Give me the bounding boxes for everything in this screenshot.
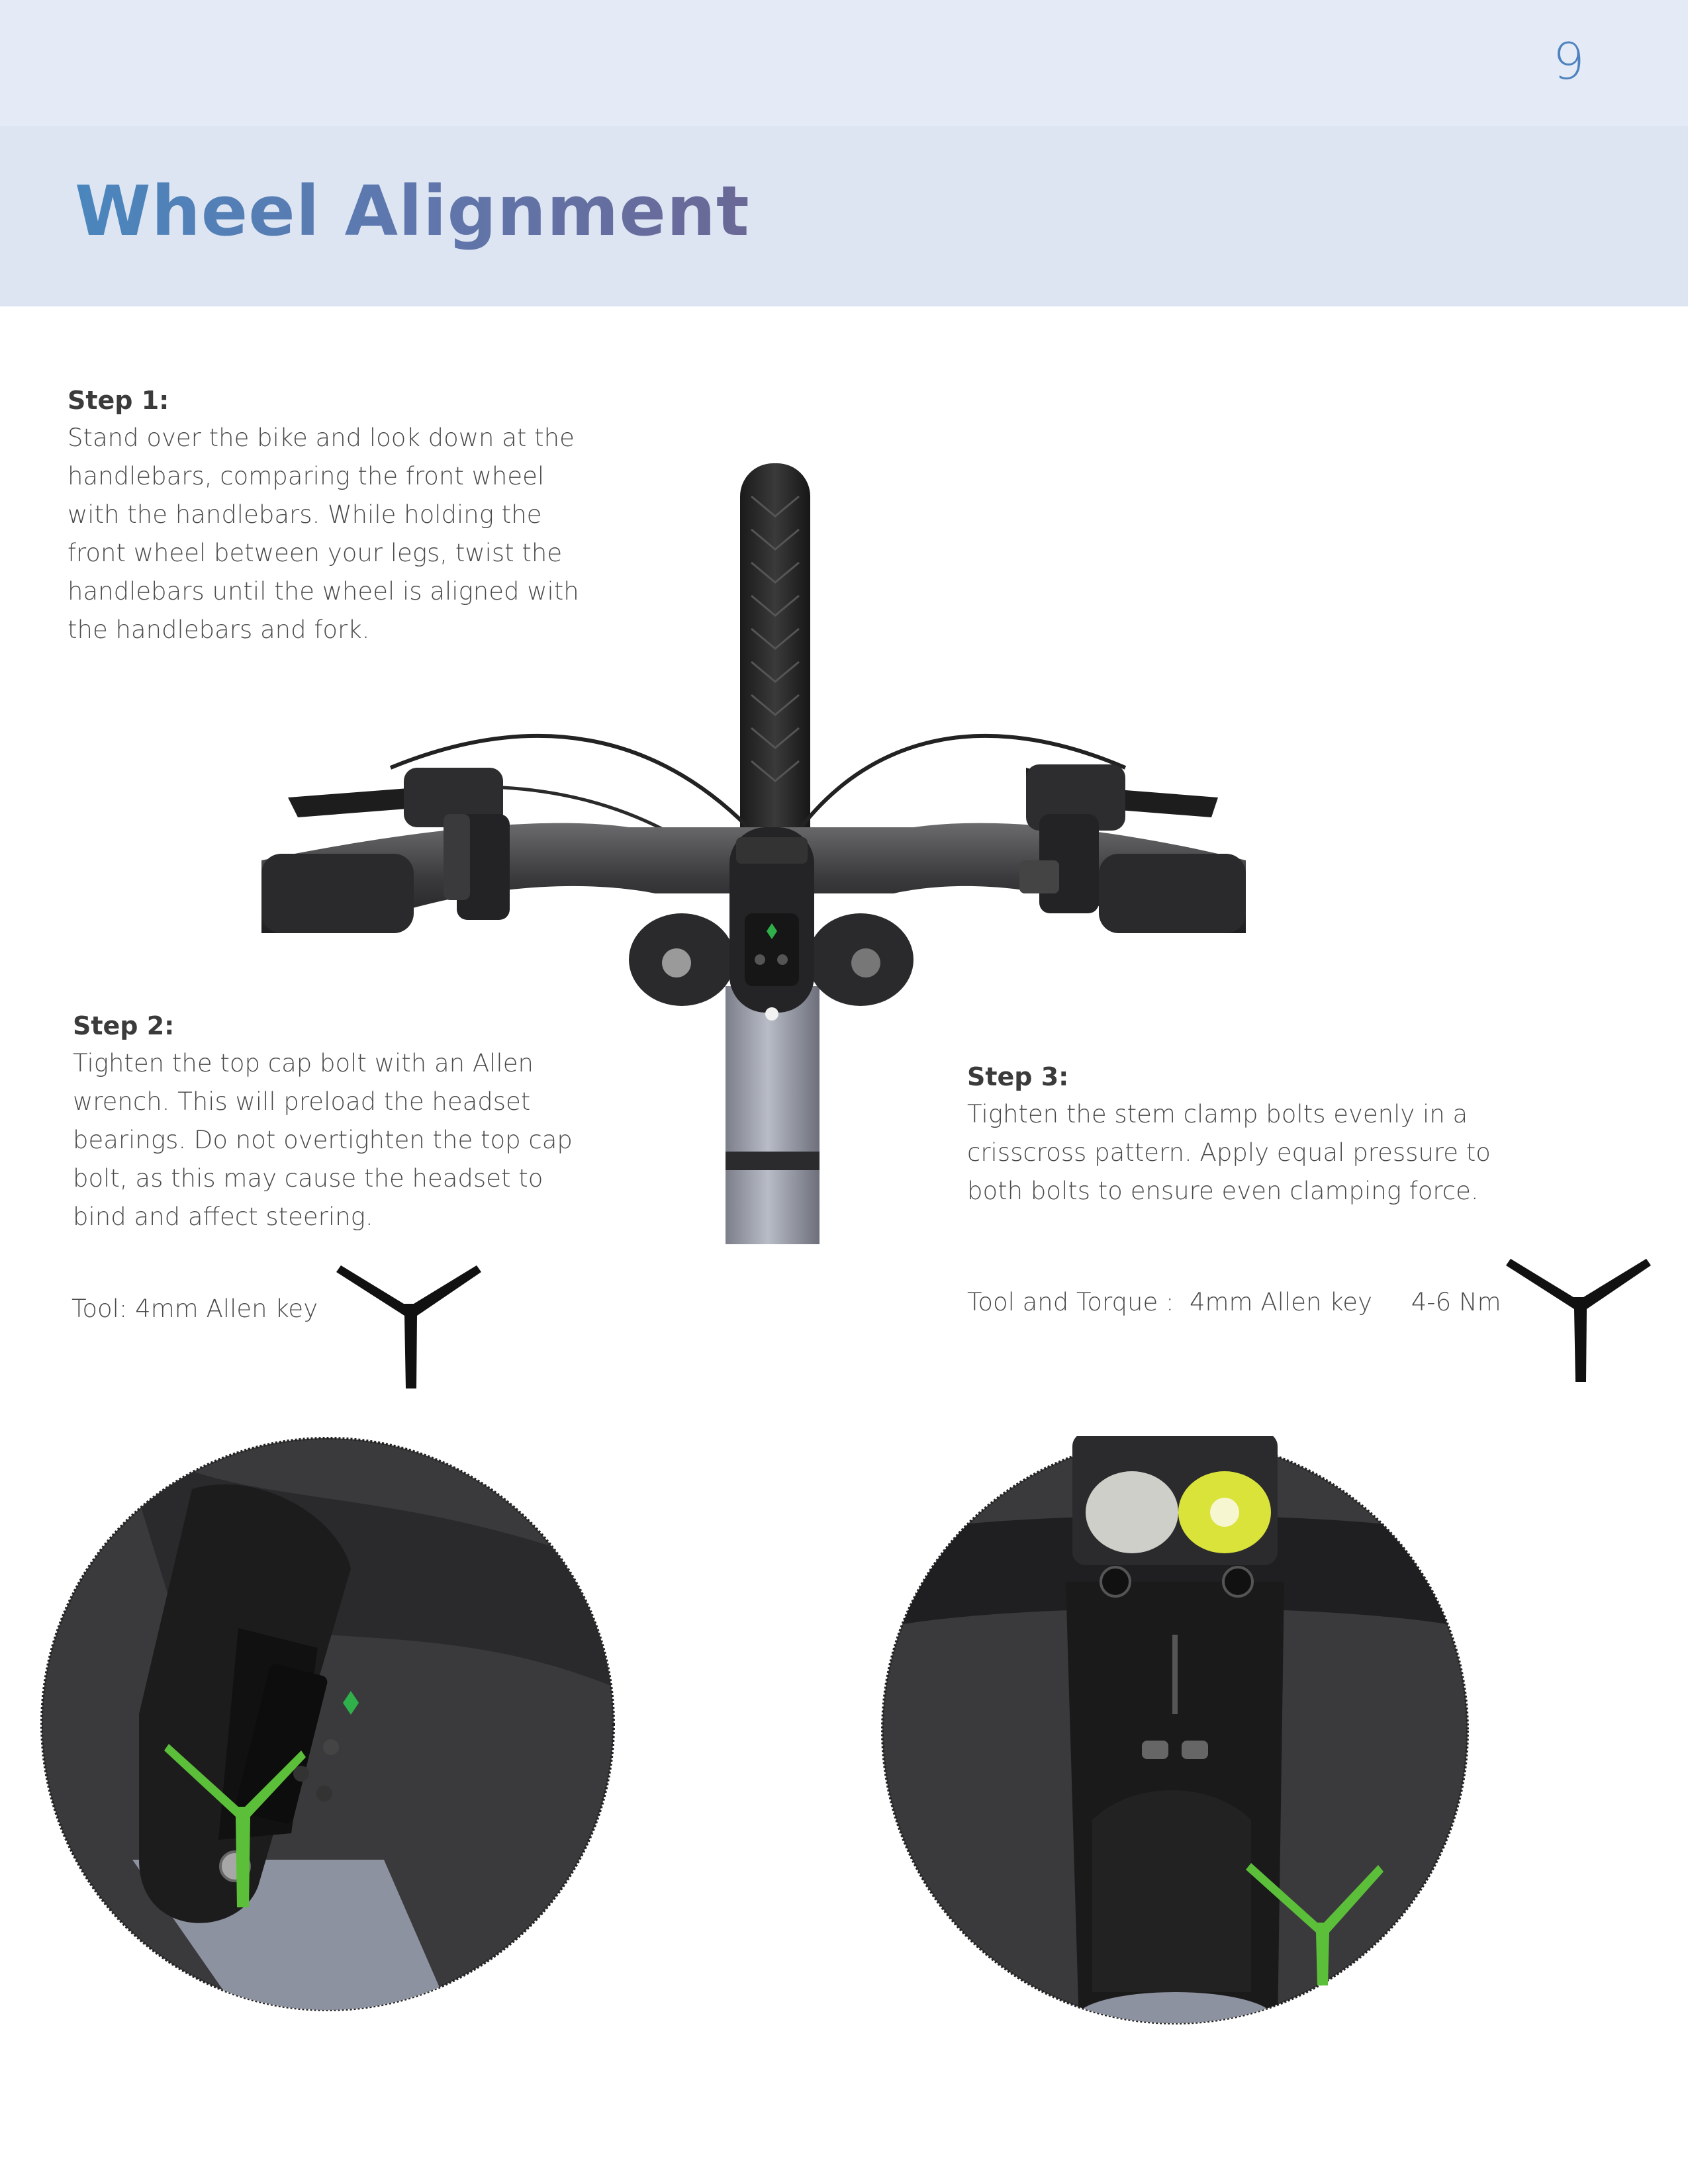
right-grip (1099, 854, 1246, 933)
top-cap-detail-view (40, 1436, 616, 2012)
stem-clamp-bolt (1101, 1567, 1130, 1596)
left-grip (261, 854, 414, 933)
step-2-tool: Tool: 4mm Allen key (71, 1295, 318, 1323)
step-2-heading: Step 2: (73, 1011, 175, 1040)
top-cap-bolt (765, 1007, 778, 1021)
step-1-heading: Step 1: (68, 386, 169, 415)
stem-clamp-bolt (1223, 1567, 1252, 1596)
step-3 (967, 1062, 1497, 1210)
step-2 (73, 1011, 596, 1236)
allen-key-icon (334, 1257, 483, 1390)
step-1-body: Stand over the bike and look down at the handlebars, comparing the front wheel with the handlebars. While holding the front wheel between your legs, twist the handlebars until the wheel is aligned with the handlebars and fork. (68, 424, 579, 644)
step-2-body: Tighten the top cap bolt with an Allen wrench. This will preload the headset bearings. Do not overtighten the top cap bolt, as this may cause the headset to bind and affect steering. (73, 1049, 573, 1231)
allen-key-icon (1504, 1251, 1653, 1383)
front-tire (740, 463, 810, 874)
step-3-tool: Tool and Torque : 4mm Allen key 4-6 Nm (967, 1288, 1501, 1316)
stem-clamp-detail-view (880, 1436, 1470, 2025)
header-band (0, 0, 1688, 126)
page-title: Wheel Alignment (75, 171, 750, 251)
step-3-heading: Step 3: (967, 1062, 1069, 1091)
page-number: 9 (1552, 32, 1585, 91)
head-tube (726, 986, 820, 1244)
step-3-body: Tighten the stem clamp bolts evenly in a crisscross pattern. Apply equal pressure to both bolts to ensure even clamping force. (967, 1100, 1491, 1205)
